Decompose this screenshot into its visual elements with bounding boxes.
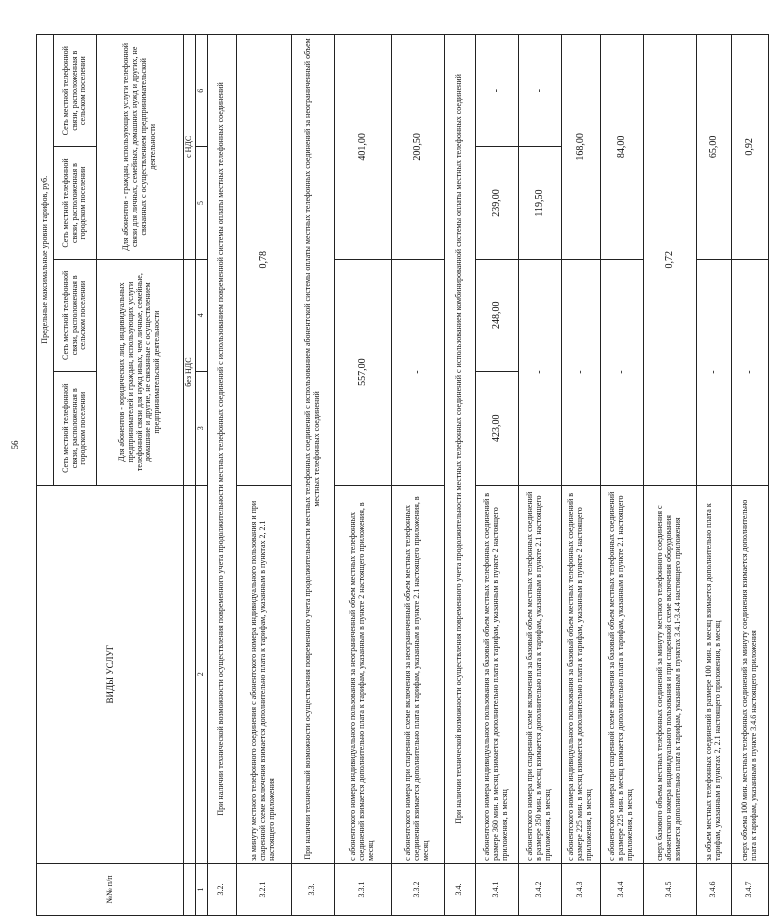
row-number: 3.3. — [291, 863, 334, 915]
tariff-value: 401,00 — [334, 35, 391, 260]
row-number: 3.4.7 — [731, 863, 768, 915]
header-group-legal: Для абонентов - юридических лиц, индивидуальных предпринимателей и граждан, использующих услуги телефонной связи для нужд иных, чем личные, семейные, домашние и другие, не связанные с осуществлением предпринимательской деятельности — [97, 259, 184, 485]
row-number: 3.4.1 — [475, 863, 518, 915]
col-number-4: 4 — [195, 259, 207, 371]
table-row — [561, 35, 600, 916]
col-number-5: 5 — [195, 147, 207, 259]
row-number: 3.4.3 — [561, 863, 600, 915]
table-row — [475, 35, 518, 916]
header-with-vat: с НДС — [184, 35, 196, 260]
tariff-value: 168,00 — [561, 35, 600, 260]
section-heading: При наличии технической возможности осуществления повременного учета продолжительности местных телефонных соединений с использованием повременной системы оплаты местных телефонных соединений — [207, 35, 236, 864]
col-number-3: 3 — [195, 371, 207, 485]
table-row — [643, 35, 696, 916]
header-row-vat — [184, 35, 196, 916]
tariff-value: 65,00 — [696, 35, 731, 260]
col-number-6: 6 — [195, 35, 207, 147]
header-network-city-2: Сеть местной телефонной связи, расположенная в городском поселении — [54, 147, 97, 259]
tariff-value: 200,50 — [391, 35, 444, 260]
table-row — [391, 35, 444, 916]
table-row — [236, 35, 291, 916]
tariff-value: 0,78 — [236, 35, 291, 486]
row-number: 3.2.1 — [236, 863, 291, 915]
row-description: сверх объема 100 мин. местных телефонных соединений за минуту соединения взимается дополнительно плата к тарифам, указанным в пункте 3.4.6 настоящего приложения — [731, 485, 768, 863]
table-row — [696, 35, 731, 916]
row-description: с абонентского номера при спаренной схеме включения за базовый объем местных телефонных соединений в размере 225 мин. в месяц взимается дополнительно плата к тарифам, указанным в пункте 2.1 настоящего приложения, в месяц — [600, 485, 643, 863]
table-row — [291, 35, 334, 916]
table-row — [207, 35, 236, 916]
tariff-value: - — [518, 259, 561, 485]
row-description: за объем местных телефонных соединений в размере 100 мин. в месяц взимается дополнительно плата к тарифам, указанным в пунктах 2, 2.1 настоящего приложения, в месяц — [696, 485, 731, 863]
header-row-1 — [37, 35, 54, 916]
row-number: 3.3.2 — [391, 863, 444, 915]
row-number: 3.4. — [444, 863, 475, 915]
row-description: за минуту местного телефонного соединения с абонентского номера индивидуального пользования и при спаренной схеме включения взимается дополнительно плата к тарифам, указанным в пунктах 2, 2.1 настоящего приложения — [236, 485, 291, 863]
row-number: 3.3.1 — [334, 863, 391, 915]
table-row — [731, 35, 768, 916]
tariff-value: - — [391, 259, 444, 485]
section-heading: При наличии технической возможности осуществления повременного учета продолжительности местных телефонных соединений с использованием абонентской системы оплаты местных телефонных соединений за неограниченный объем местных телефонных соединений — [291, 35, 334, 864]
row-description: с абонентского номера индивидуального пользования за базовый объем местных телефонных соединений в размере 225 мин. в месяц взимается дополнительно плата к тарифам, указанным в пункте 2 настоящего приложения, в месяц — [561, 485, 600, 863]
table-row — [334, 35, 391, 916]
row-number: 3.2. — [207, 863, 236, 915]
tariff-value: 0,72 — [643, 35, 696, 486]
row-number: 3.4.2 — [518, 863, 561, 915]
table-row — [444, 35, 475, 916]
row-number: 3.4.5 — [643, 863, 696, 915]
row-description: с абонентского номера при спаренной схеме включения за базовый объем местных телефонных соединений в размере 350 мин. в месяц взимается дополнительно плата к тарифам, указанным в пункте 2.1 настоящего приложения, в месяц — [518, 485, 561, 863]
col-number-2: 2 — [195, 485, 207, 863]
row-description: с абонентского номера при спаренной схеме включения за неограниченный объем местных телефонных соединений взимается дополнительно плата к тарифам, указанным в пункте 2.1 настоящего приложения, в месяц — [391, 485, 444, 863]
tariff-value: - — [561, 259, 600, 485]
tariff-table-page — [36, 34, 758, 916]
tariff-value: - — [518, 35, 561, 147]
tariff-value: - — [731, 259, 768, 485]
tariff-value: 84,00 — [600, 35, 643, 260]
header-group-citizens: Для абонентов - граждан, использующих услуги телефонной связи для личных, семейных, домашних нужд и других, не связанных с осуществлением предпринимательской деятельности — [97, 35, 184, 260]
row-description: сверх базового объема местных телефонных соединений за минуту местного телефонного соединения с абонентского номера индивидуального пользования и при спаренной схеме включения оборудования взимается дополнительно плата к тарифам, указанным в пунктах 3.4.1-3.4.4 настоящего приложения — [643, 485, 696, 863]
header-network-city-1: Сеть местной телефонной связи, расположенная в городском поселении — [54, 371, 97, 485]
tariff-value: 423,00 — [475, 371, 518, 485]
header-tariffs: Предельные максимальные уровни тарифов, руб. — [37, 35, 54, 486]
table-row — [518, 35, 561, 916]
header-service: ВИДЫ УСЛУГ — [37, 485, 184, 863]
tariff-value: - — [475, 35, 518, 147]
row-number: 3.4.4 — [600, 863, 643, 915]
page-number: 56 — [10, 440, 20, 450]
row-description: с абонентского номера индивидуального пользования за неограниченный объем местных телефонных соединений взимается дополнительно плата к тарифам, указанным в пункте 2 настоящего приложения, в месяц — [334, 485, 391, 863]
header-without-vat: без НДС — [184, 259, 196, 485]
header-row-numbers — [195, 35, 207, 916]
header-num: №№ п/п — [37, 863, 184, 915]
tariff-value: 557,00 — [334, 259, 391, 485]
header-network-rural-1: Сеть местной телефонной связи, расположенная в сельском поселении — [54, 259, 97, 371]
row-description: с абонентского номера индивидуального пользования за базовый объем местных телефонных соединений в размере 360 мин. в месяц взимается дополнительно плата к тарифам, указанным в пункте 2 настоящего приложения, в месяц — [475, 485, 518, 863]
tariff-value: 248,00 — [475, 259, 518, 371]
row-number: 3.4.6 — [696, 863, 731, 915]
tariff-value: 119,50 — [518, 147, 561, 259]
tariff-value: - — [696, 259, 731, 485]
tariff-value: 239,00 — [475, 147, 518, 259]
table-row — [600, 35, 643, 916]
header-network-rural-2: Сеть местной телефонной связи, расположенная в сельском поселении — [54, 35, 97, 147]
tariff-table — [36, 34, 769, 916]
section-heading: При наличии технической возможности осуществления повременного учета продолжительности местных телефонных соединений с использованием комбинированной системы оплаты местных телефонных соединений — [444, 35, 475, 864]
col-number-1: 1 — [195, 863, 207, 915]
tariff-value: 0,92 — [731, 35, 768, 260]
tariff-value: - — [600, 259, 643, 485]
